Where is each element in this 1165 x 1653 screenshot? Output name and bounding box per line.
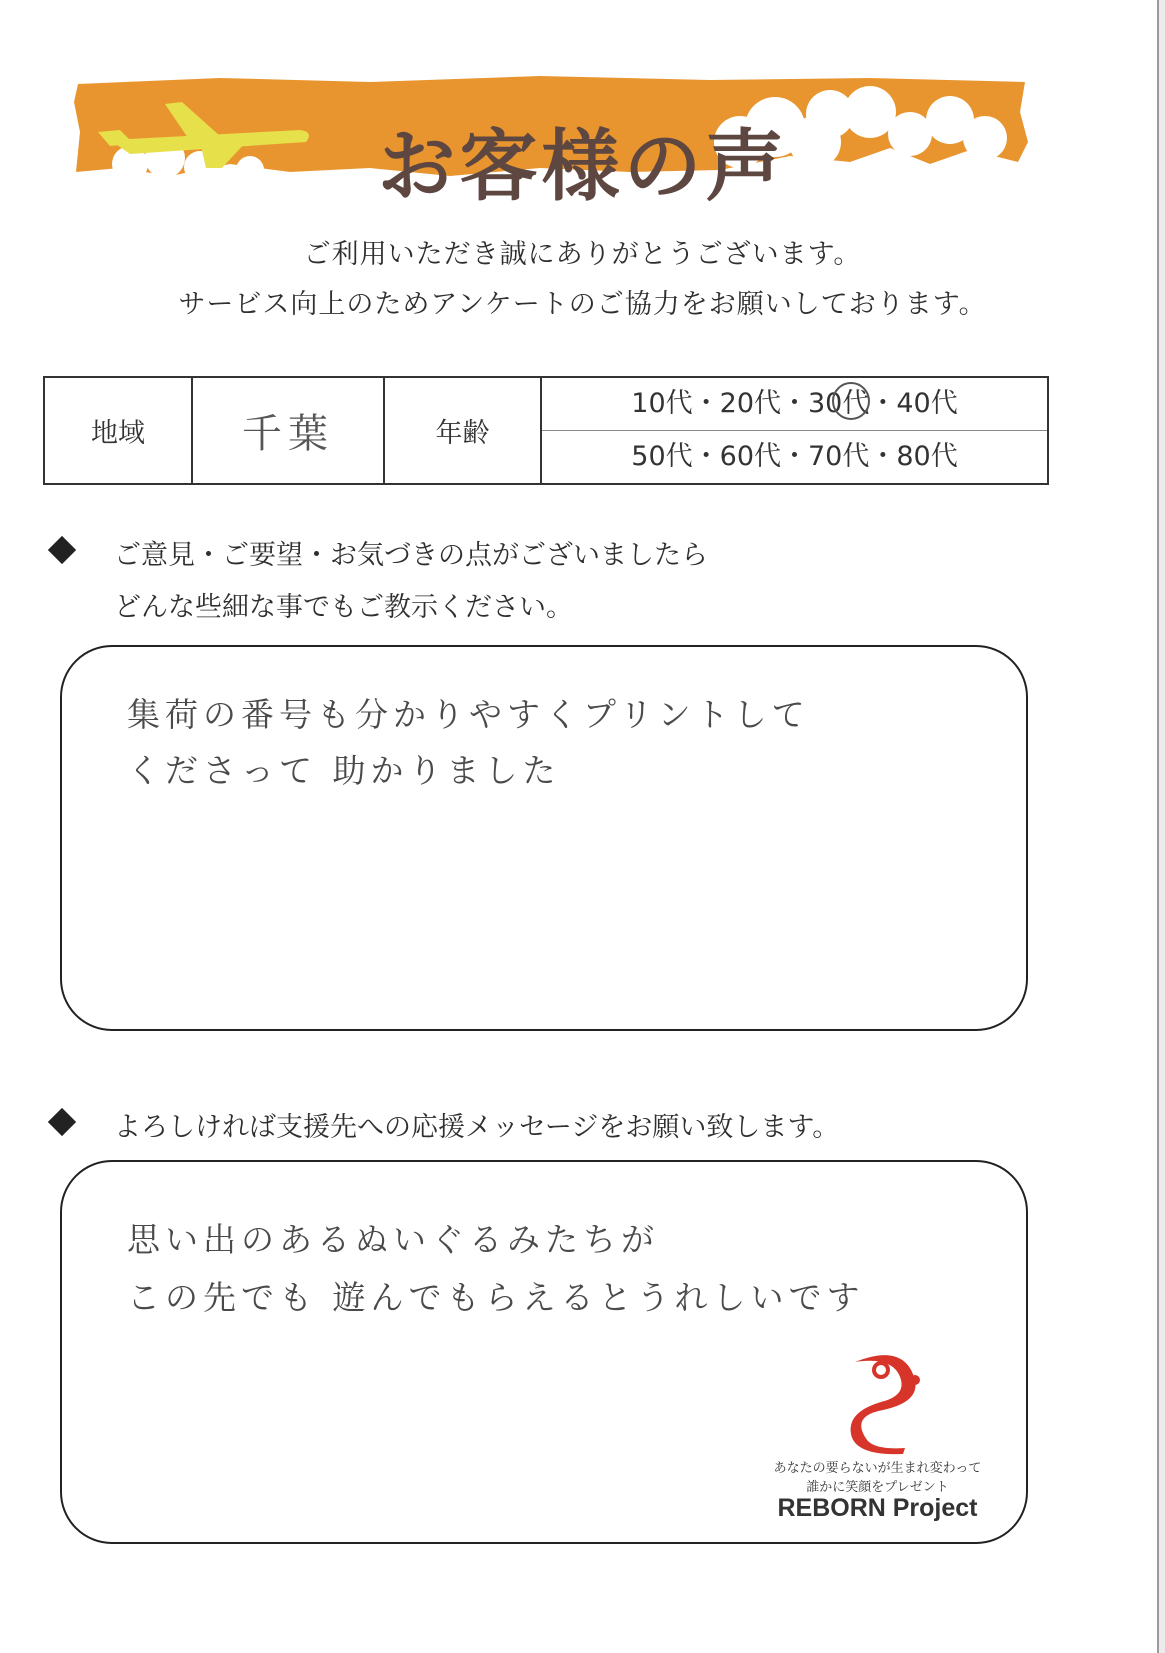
age-label: 年齢 [384,377,541,484]
diamond-bullet-icon [48,1108,76,1136]
intro-text-line2: サービス向上のためアンケートのご協力をお願いしております。 [178,289,987,320]
age-selected-circle [832,382,870,420]
question-1-line1: ご意見・ご要望・お気づきの点がございましたら [114,540,708,571]
logo-tagline-line2: 誰かに笑顔をプレゼント [806,1480,949,1495]
answer-1-line2: くださって 助かりました [127,751,561,790]
intro-text-line1: ご利用いただき誠にありがとうございます。 [303,239,862,270]
diamond-bullet-icon [48,536,76,564]
info-table [43,376,1049,485]
question-1-line2: どんな些細な事でもご教示ください。 [114,592,573,623]
age-options[interactable] [541,377,1048,484]
answer-1-line1: 集荷の番号も分かりやすくプリントして [127,695,810,734]
logo-brand-name: REBORN Project [777,1494,978,1522]
answer-box-1[interactable] [60,645,1028,1031]
question-2-line1: よろしければ支援先への応援メッセージをお願い致します。 [114,1112,840,1143]
age-options-row2: 50代・60代・70代・80代 [631,441,958,472]
age-options-row1: 10代・20代・30代・40代 [542,378,1047,431]
reborn-logo-mark-icon [755,1340,1000,1455]
page-title: お客様の声 [377,122,788,212]
answer-2-line2: この先でも 遊んでもらえるとうれしいです [127,1278,865,1317]
region-label: 地域 [44,377,192,484]
region-field[interactable] [192,377,384,484]
reborn-logo [755,1340,1000,1530]
answer-2-line1: 思い出のあるぬいぐるみたちが [127,1220,659,1259]
logo-tagline-line1: あなたの要らないが生まれ変わって [773,1461,982,1476]
region-value: 千葉 [242,411,334,457]
